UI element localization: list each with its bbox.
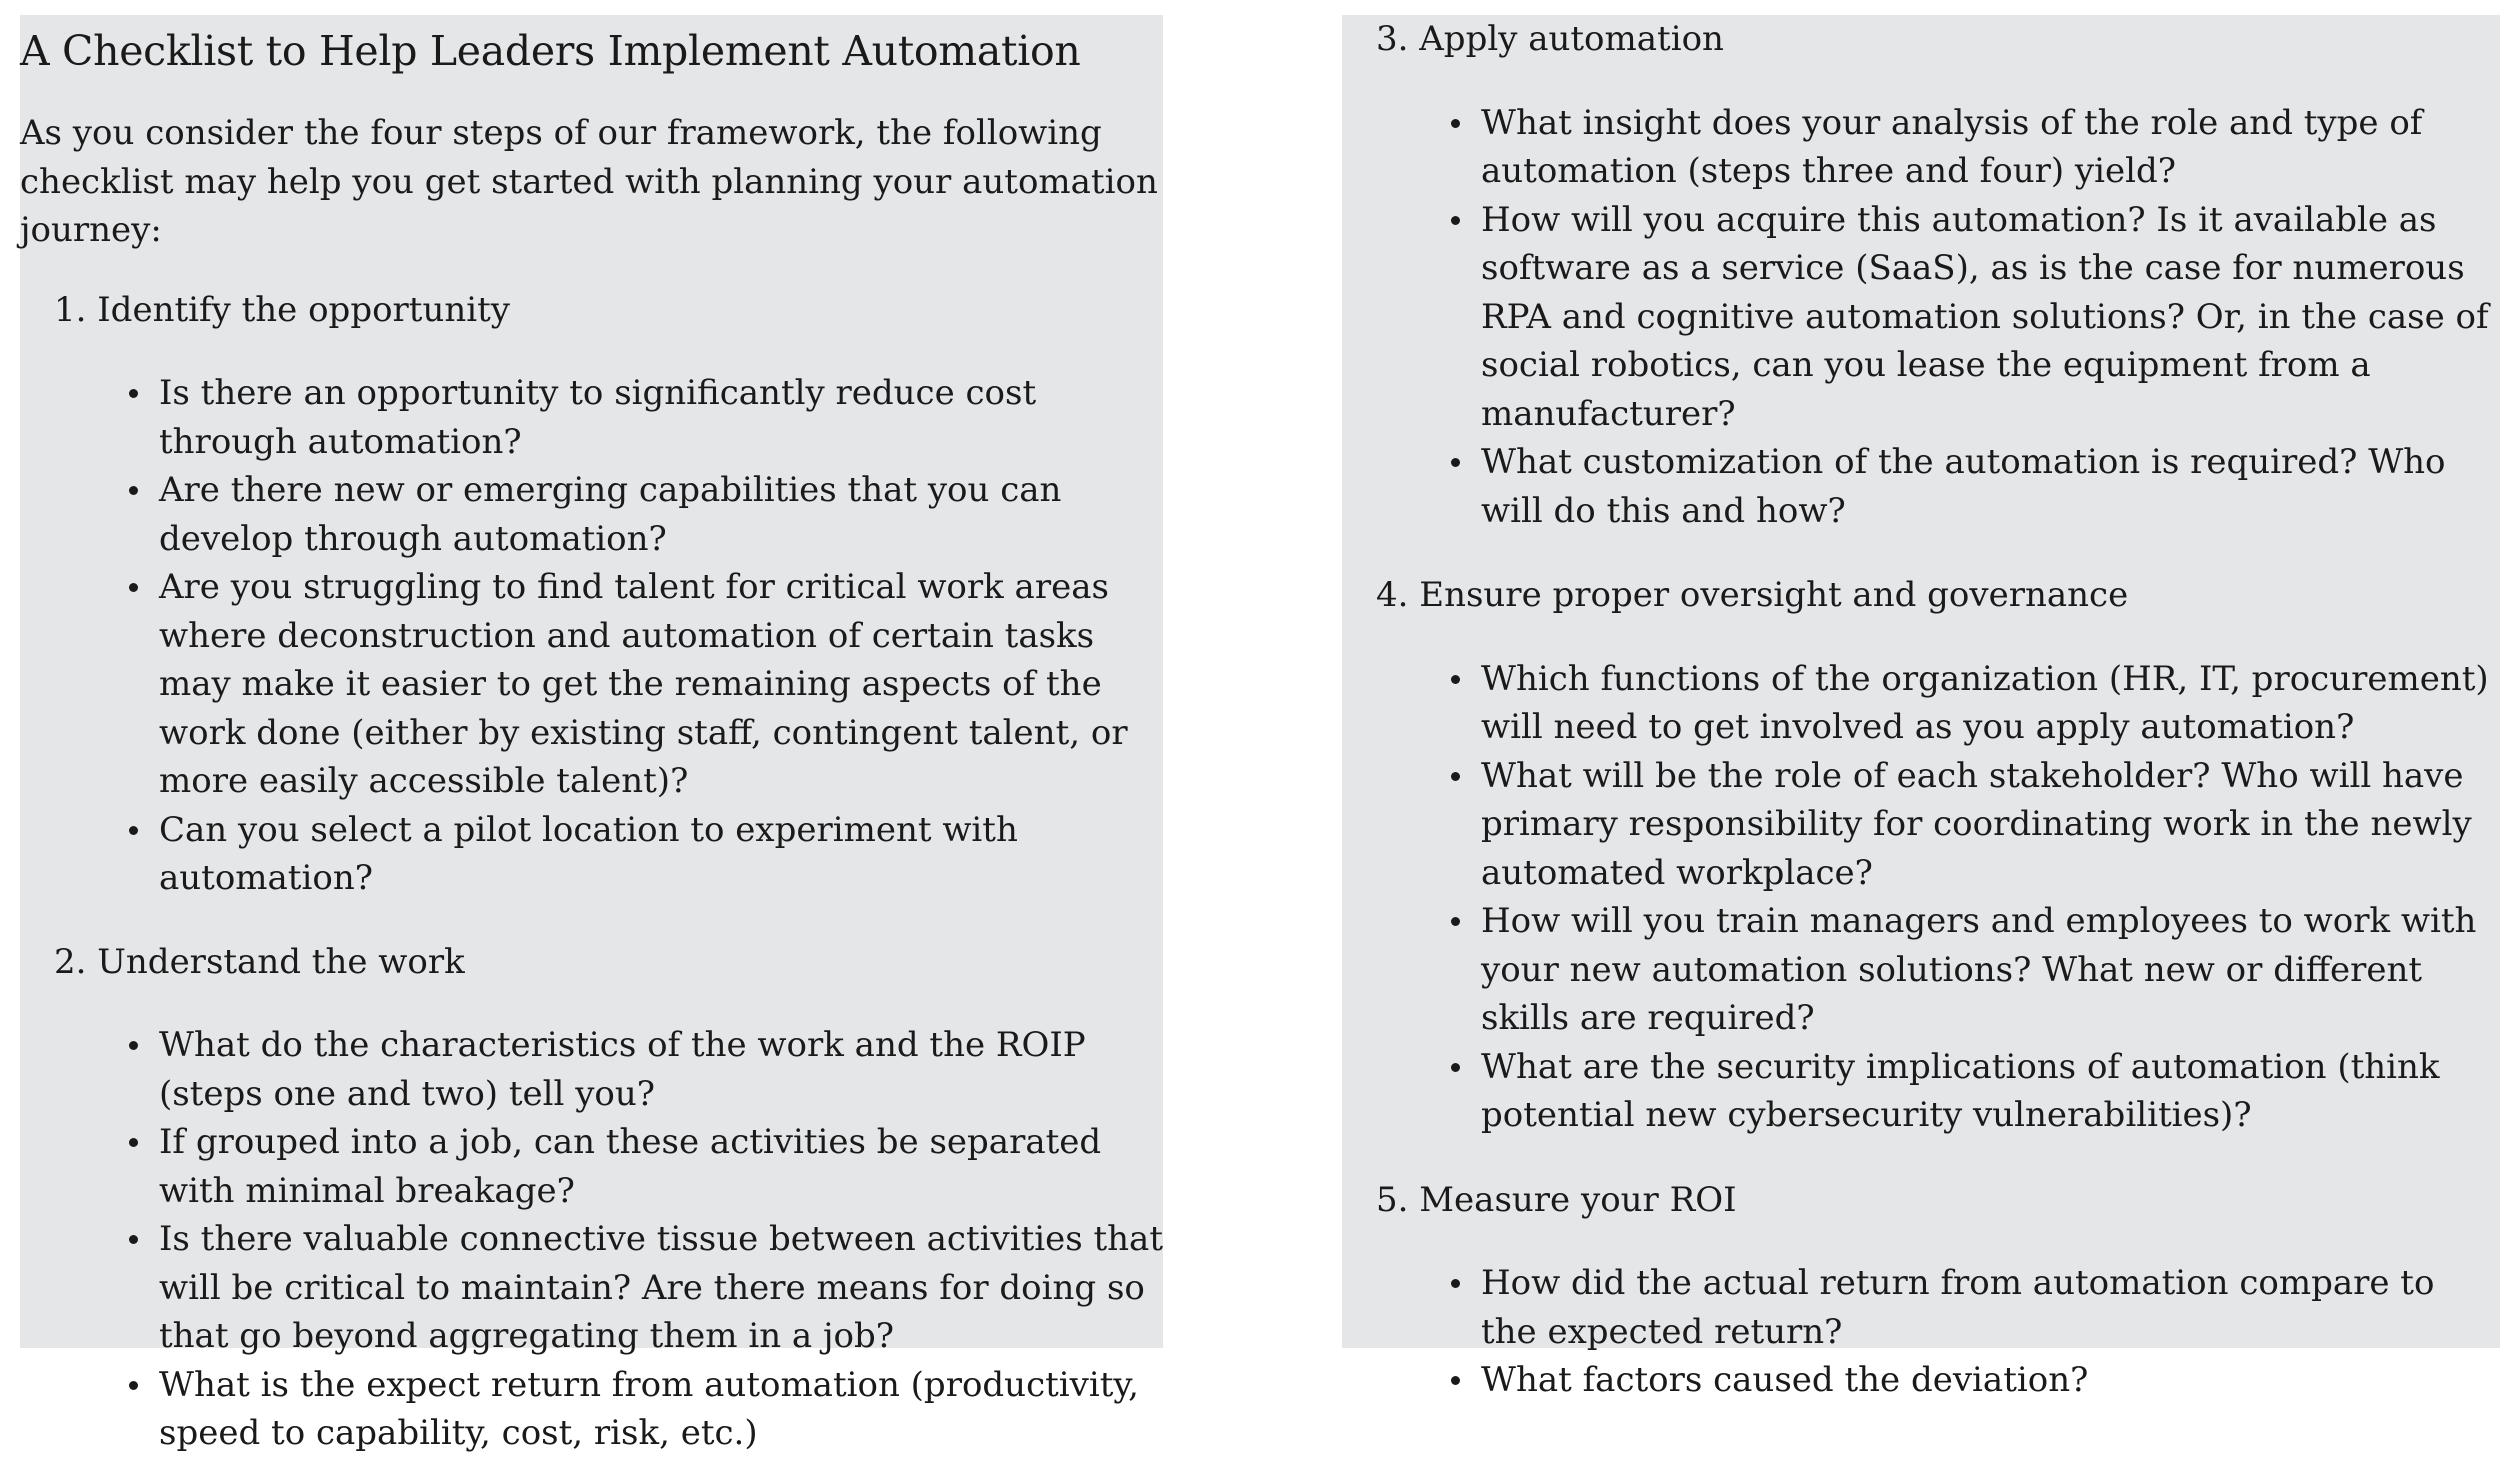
intro-paragraph: As you consider the four steps of our framework, the following checklist may help you get started with planning your automation journey: [20, 113, 1158, 250]
step-checklist [1376, 655, 2500, 1140]
checklist-item: What are the security implications of automation (think potential new cybersecurity vulnerabilities)? [1481, 1043, 2500, 1140]
checklist-item: If grouped into a job, can these activities be separated with minimal breakage? [159, 1118, 1163, 1215]
step-heading: 2. Understand the work [54, 941, 465, 982]
step-checklist [20, 1021, 1163, 1458]
checklist-item: Which functions of the organization (HR, IT, procurement) will need to get involved as you apply automation? [1481, 655, 2500, 752]
step-measure-roi [1376, 1176, 2500, 1405]
checklist-item: What insight does your analysis of the role and type of automation (steps three and four) yield? [1481, 99, 2500, 196]
checklist-panel-right [1342, 15, 2500, 1400]
checklist-item: Are you struggling to find talent for critical work areas where deconstruction and automation of certain tasks may make it easier to get the remaining aspects of the work done (either by existing staff, contingent talent, or more easily accessible talent)? [159, 563, 1163, 806]
page-title: A Checklist to Help Leaders Implement Automation [20, 27, 1081, 75]
checklist-item: How will you train managers and employees to work with your new automation solutions? What new or different skills are required? [1481, 897, 2500, 1043]
checklist-item: How will you acquire this automation? Is it available as software as a service (SaaS), as is the case for numerous RPA and cognitive automation solutions? Or, in the case of social robotics, can you lease the equipment from a manufacturer? [1481, 196, 2500, 439]
checklist-item: Is there valuable connective tissue between activities that will be critical to maintain? Are there means for doing so that go beyond aggregating them in a job? [159, 1215, 1163, 1361]
step-heading: 3. Apply automation [1376, 19, 1724, 59]
step-understand-work [20, 938, 1163, 1458]
step-heading: 4. Ensure proper oversight and governance [1376, 575, 2129, 615]
step-heading: 5. Measure your ROI [1376, 1179, 1737, 1220]
checklist-item: What will be the role of each stakeholder? Who will have primary responsibility for coordinating work in the newly automated workplace? [1481, 752, 2500, 898]
checklist-item: What do the characteristics of the work and the ROIP (steps one and two) tell you? [159, 1021, 1163, 1118]
step-checklist [20, 369, 1163, 903]
checklist-item: What factors caused the deviation? [1481, 1356, 2500, 1405]
checklist-item: Can you select a pilot location to experiment with automation? [159, 806, 1163, 903]
checklist-item: How did the actual return from automation compare to the expected return? [1481, 1259, 2500, 1356]
step-checklist [1376, 99, 2500, 536]
step-identify-opportunity [20, 286, 1163, 903]
checklist-item: What is the expect return from automation (productivity, speed to capability, cost, risk, etc.) [159, 1361, 1163, 1458]
step-heading: 1. Identify the opportunity [54, 289, 511, 330]
step-checklist [1376, 1259, 2500, 1405]
checklist-item: Is there an opportunity to significantly reduce cost through automation? [159, 369, 1163, 466]
checklist-item: What customization of the automation is required? Who will do this and how? [1481, 438, 2500, 535]
checklist-panel-left [20, 15, 1163, 1453]
checklist-item: Are there new or emerging capabilities that you can develop through automation? [159, 466, 1163, 563]
step-oversight-governance [1376, 571, 2500, 1140]
step-apply-automation [1376, 15, 2500, 535]
